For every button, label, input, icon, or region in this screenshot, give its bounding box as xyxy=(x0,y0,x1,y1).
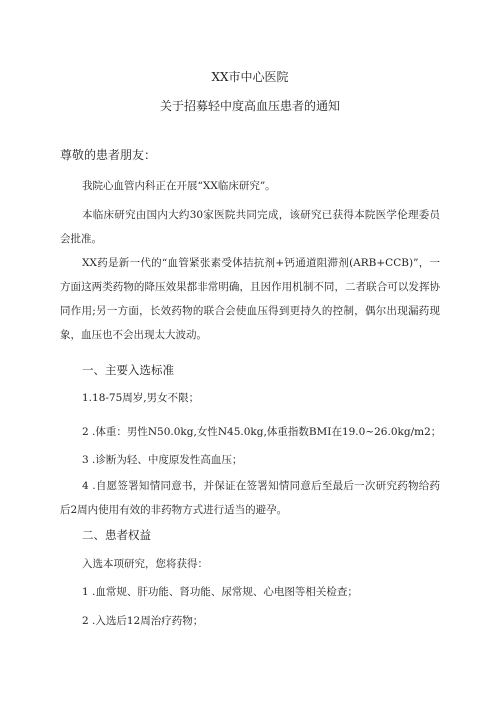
benefit-item: 1 .血常规、肝功能、肾功能、尿常规、心电图等相关检查； xyxy=(82,586,358,598)
paragraph-drug-info: XX药是新一代的“血管紧张素受体拮抗剂+钙通道阻滞剂(ARB+CCB)”，一方面这两类药物的降压效果都非常明确，且因作用机制不同，二者联合可以发挥协同作用;另一方面，长效药物的联合会使血压得到更持久的控制，偶尔出现漏药现象，血压也不会出现太大波动。 xyxy=(60,257,440,341)
criteria-item: 3 .诊断为轻、中度原发性高血压； xyxy=(82,454,243,466)
paragraph-intro: 我院心血管内科正在开展“XX临床研究”。 xyxy=(82,180,276,192)
criteria-item: 2 .体重：男性N50.0kg,女性N45.0kg,体重指数BMI在19.0~26.0kg/m2； xyxy=(82,426,442,438)
criteria-item: 4 .自愿签署知情同意书，并保证在签署知情同意后至最后一次研究药物给药后2周内使用有效的非药物方式进行适当的避孕。 xyxy=(60,480,440,516)
benefits-intro: 入选本项研究，您将获得： xyxy=(82,558,208,570)
salutation: 尊敬的患者朋友： xyxy=(60,148,157,162)
section-heading-benefits: 二、患者权益 xyxy=(82,528,151,542)
notice-title: 关于招募轻中度高血压患者的通知 xyxy=(159,99,340,113)
benefit-item: 2 .入选后12周治疗药物； xyxy=(82,615,204,627)
section-heading-criteria: 一、主要入选标准 xyxy=(82,363,174,377)
criteria-item: 1.18-75周岁,男女不限； xyxy=(82,392,200,404)
paragraph-study-info: 本临床研究由国内大约30家医院共同完成，该研究已获得本院医学伦理委员会批准。 xyxy=(60,209,440,245)
hospital-name: XX市中心医院 xyxy=(211,70,289,84)
